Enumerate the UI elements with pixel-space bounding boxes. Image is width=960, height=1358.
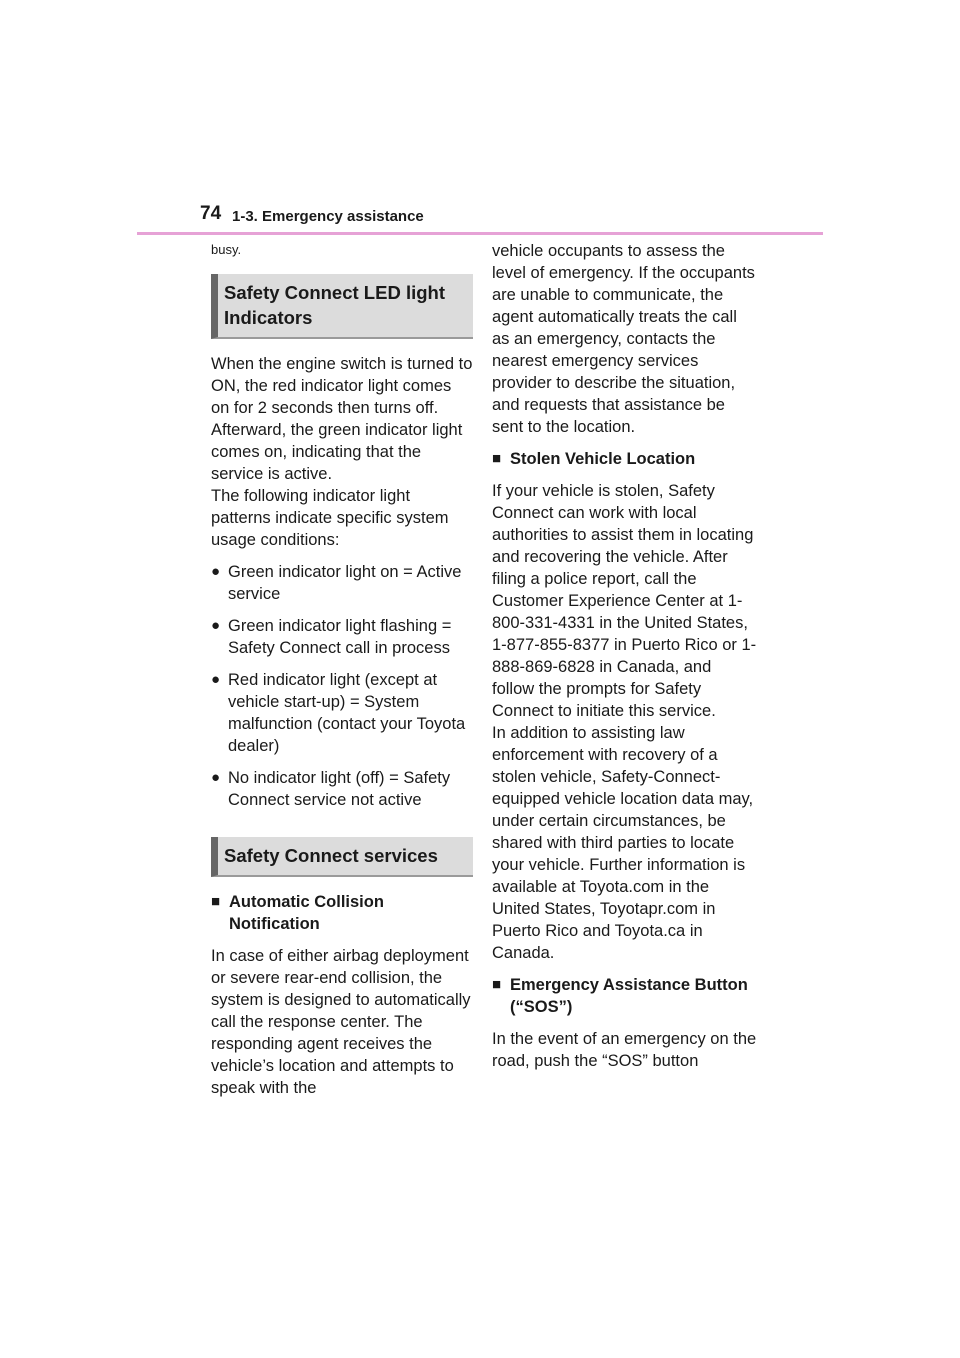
bullet-text: Green indicator light flashing = Safety Connect call in process	[228, 617, 452, 657]
right-column	[492, 240, 757, 1082]
square-icon: ■	[211, 893, 221, 910]
acn-paragraph: In case of either airbag deployment or severe rear-end collision, the system is designed to automatically call the response center. The responding agent receives the vehicle’s location and attempts to speak with the	[211, 947, 471, 1097]
chapter-title: 1-3. Emergency assistance	[232, 208, 424, 225]
bullet-text: No indicator light (off) = Safety Connect service not active	[228, 769, 451, 809]
left-column	[211, 240, 473, 1109]
bullet-icon: ●	[211, 671, 221, 688]
acn-heading	[211, 891, 473, 935]
bullet-icon: ●	[211, 617, 221, 634]
acn-heading-text: Automatic Collision Notification	[229, 893, 384, 933]
bullet-icon: ●	[211, 769, 221, 786]
stolen-heading-text: Stolen Vehicle Location	[510, 450, 696, 468]
square-icon: ■	[492, 976, 502, 993]
sos-heading-text: Emergency Assistance Button (“SOS”)	[510, 976, 748, 1016]
stolen-heading	[492, 448, 757, 470]
page-number: 74	[200, 203, 222, 224]
acn-paragraph-continued: vehicle occupants to assess the level of emergency. If the occupants are unable to communicate, the agent automatically treats the call as an emergency, contacts the nearest emergency services provider to describe the situation, and requests that assistance be sent to the location.	[492, 242, 755, 436]
bullet-text: Green indicator light on = Active service	[228, 563, 462, 603]
list-item	[211, 615, 473, 659]
sos-heading	[492, 974, 757, 1018]
sos-paragraph: In the event of an emergency on the road, push the “SOS” button	[492, 1030, 757, 1070]
square-icon: ■	[492, 450, 502, 467]
led-paragraph: When the engine switch is turned to ON, the red indicator light comes on for 2 seconds then turns off. Afterward, the green indicator light comes on, indicating that the service is active. The following indicator light patterns indicate specific system usage conditions:	[211, 355, 473, 549]
bullet-icon: ●	[211, 563, 221, 580]
services-section-heading: Safety Connect services	[211, 837, 473, 877]
header-rule	[137, 232, 823, 235]
led-section-heading: Safety Connect LED light Indicators	[211, 274, 473, 339]
list-item	[211, 767, 473, 811]
list-item	[211, 561, 473, 605]
list-item	[211, 669, 473, 757]
intro-text: busy.	[211, 242, 242, 257]
bullet-text: Red indicator light (except at vehicle start-up) = System malfunction (contact your Toyota dealer)	[228, 671, 466, 755]
stolen-paragraph: If your vehicle is stolen, Safety Connect can work with local authorities to assist them in locating and recovering the vehicle. After filing a police report, call the Customer Experience Center at 1-800-331-4331 in the United States, 1-877-855-8377 in Puerto Rico or 1- 888-869-6828 in Canada, and follow the prompts for Safety Connect to initiate this service. In addition to assisting law enforcement with recovery of a stolen vehicle, Safety-Connect-equipped vehicle location data may, under certain circumstances, be shared with third parties to locate your vehicle. Further information is available at Toyota.com in the United States, Toyotapr.com in Puerto Rico and Toyota.ca in Canada.	[492, 482, 757, 962]
